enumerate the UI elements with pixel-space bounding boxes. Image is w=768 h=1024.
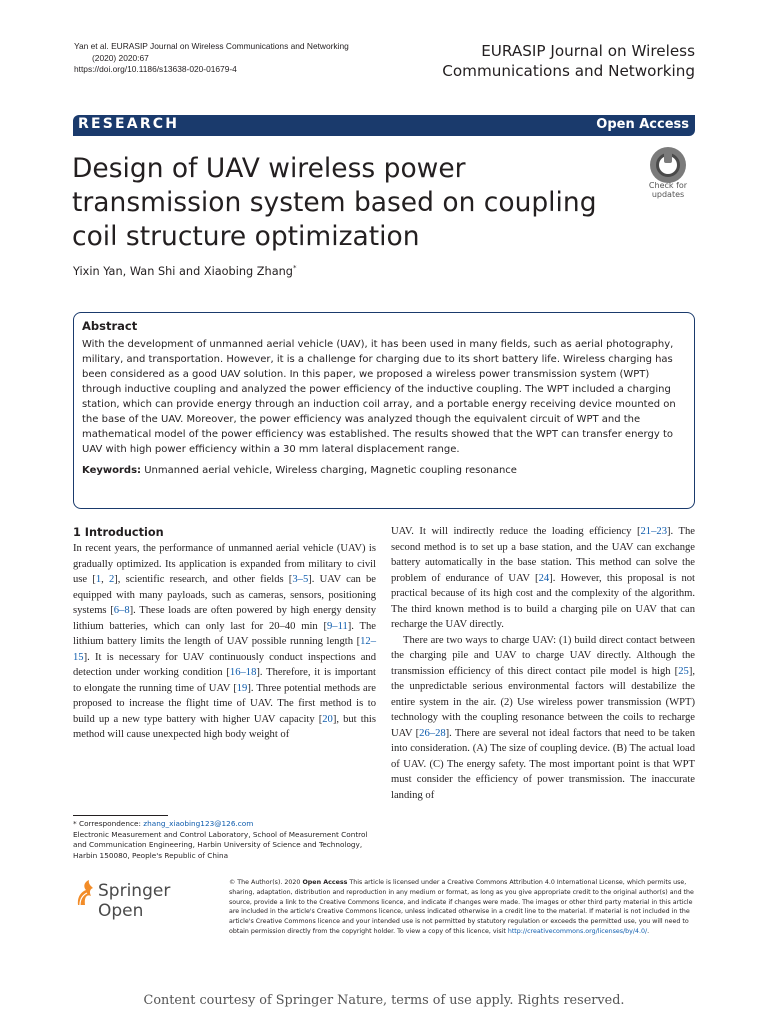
keywords-text: Unmanned aerial vehicle, Wireless charging, Magnetic coupling resonance: [144, 465, 517, 476]
body-right-column: [391, 524, 695, 803]
citation-ref-link[interactable]: 20: [322, 713, 333, 725]
citation-line: Yan et al. EURASIP Journal on Wireless Communications and Networking: [74, 41, 349, 51]
corresponding-mark: *: [292, 264, 297, 272]
springer-horse-icon: [74, 878, 96, 908]
citation-ref-link[interactable]: 1: [95, 574, 102, 585]
body-text: In recent years, the performance of unmanned aerial vehicle (UAV) is gradually optimized. Its application is expanded from military to civil use [: [73, 543, 376, 585]
body-text: There are two ways to charge UAV: (1) build direct contact between the charging pile and UAV to charge UAV directly. Although the transmission efficiency of this direct contact pile model is high [: [391, 634, 695, 677]
keywords-line: [82, 463, 686, 478]
citation-ref-link[interactable]: 9–11: [326, 620, 348, 632]
correspondence-email[interactable]: zhang_xiaobing123@126.com: [143, 819, 254, 828]
citation-ref-link[interactable]: 26–28: [419, 727, 446, 739]
license-open-access: Open Access: [302, 879, 348, 886]
affiliation-text: Electronic Measurement and Control Laboratory, School of Measurement Control and Communication Engineering, Harbin University of Science and Technology, Harbin 150080, People's Republic of China: [73, 829, 368, 860]
abstract-box: [73, 312, 695, 509]
license-link[interactable]: http://creativecommons.org/licenses/by/4.0/: [507, 927, 648, 935]
citation-ref-link[interactable]: 24: [538, 572, 550, 584]
body-text: ]. There are several not ideal factors that need to be taken into consideration. (A) The size of coupling device. (B) The actual load of UAV. (C) The energy safety. The most important point is that WPT must consider the efficiency of power transmission. The inaccurate landing of: [391, 727, 695, 801]
author-list: [73, 264, 296, 278]
citation-ref-link[interactable]: 25: [678, 665, 689, 677]
body-text: ], scientific research, and other fields [: [114, 574, 293, 585]
license-text: [229, 878, 699, 937]
body-text: ,: [101, 574, 109, 585]
courtesy-notice: Content courtesy of Springer Nature, terms of use apply. Rights reserved.: [143, 993, 625, 1008]
keywords-label: Keywords:: [82, 465, 142, 476]
journal-name: [442, 41, 695, 81]
journal-name-line1: EURASIP Journal on Wireless: [481, 42, 695, 60]
article-type-banner: [73, 115, 695, 136]
article-type-label: RESEARCH: [78, 116, 180, 132]
article-title: Design of UAV wireless power transmission system based on coupling coil structure optimization: [72, 153, 597, 252]
body-text: ]. It is necessary for UAV continuously conduct inspections and detection under working condition [: [73, 651, 376, 678]
citation-ref-link[interactable]: 21–23: [640, 526, 667, 537]
intro-paragraph-1: [73, 541, 376, 743]
body-text: UAV. It will indirectly reduce the loading efficiency [: [391, 526, 641, 537]
body-text: ]. These loads are often powered by high energy density lithium batteries, which can only last for 20–40 min [: [73, 605, 376, 632]
intro-paragraph-1-cont: [391, 524, 695, 633]
correspondence-label: * Correspondence:: [73, 819, 144, 828]
license-end: .: [647, 927, 650, 935]
footnote-rule: [73, 815, 168, 816]
check-for-updates-badge[interactable]: [645, 147, 691, 201]
citation-ref-link[interactable]: 16–18: [229, 667, 257, 678]
body-text: ]. Therefore, it is important to elongate the running time of UAV [: [73, 667, 376, 694]
open-access-label: Open Access: [596, 117, 689, 132]
abstract-text: With the development of unmanned aerial vehicle (UAV), it has been used in many fields, such as aerial photography, military, and transportation. However, it is a challenge for charging due to its short battery life. Wireless charging has been considered as a good UAV solution. In this paper, we proposed a wireless power transmission system (WPT) through inductive coupling and analyzed the power efficiency of the inductive coupling. The WPT included a charging station, which can provide energy through an induction coil array, and a portable energy receiving device mounted on the base of the UAV. Moreover, the power efficiency was analyzed though the equivalent circuit of WPT and the mathematical model of the power efficiency was established. The results showed that the WPT can transfer energy to UAV with high power efficiency within a 30 mm lateral displacement range.: [82, 339, 676, 455]
body-text: ]. However, this proposal is not practical because of its high cost and the complexity of the algorithm. The third known method is to build a charging pile on UAV that can recharge the UAV directly.: [391, 572, 695, 630]
body-left-column: [73, 524, 376, 743]
citation-ref-link[interactable]: 3–5: [292, 574, 309, 585]
springer-open-logo: [74, 876, 214, 921]
body-text: ]. Three potential methods are proposed to increase the flight time of UAV. The first method is to build up a new type battery with higher UAV capacity [: [73, 682, 376, 725]
abstract-heading: Abstract: [82, 319, 138, 333]
correspondence-footnote: [73, 819, 378, 861]
citation-year: (2020) 2020:67: [92, 52, 149, 63]
citation-ref-link[interactable]: 12–15: [73, 636, 376, 663]
citation-ref-link[interactable]: 19: [236, 682, 248, 694]
publisher-name-a: Springer: [98, 881, 171, 901]
doi-link[interactable]: https://doi.org/10.1186/s13638-020-01679-4: [74, 64, 237, 75]
body-text: ]. UAV can be equipped with many payloads, such as cameras, sensors, positioning systems [: [73, 574, 377, 616]
citation-ref-link[interactable]: 2: [108, 574, 115, 585]
body-text: ], the unpredictable serious environmental factors will destabilize the entire system in the air. (2) Use wireless power transmission (WPT) technology with the coupling resonance between the coils to recharge UAV [: [391, 665, 695, 739]
citation-ref-link[interactable]: 6–8: [113, 605, 130, 616]
body-text: ]. The second method is to set up a base station, and the UAV can exchange battery automatically in the base station. This method can solve the problem of endurance of UAV [: [391, 526, 695, 584]
running-header-citation: [74, 41, 394, 76]
intro-paragraph-2: [391, 633, 695, 804]
author-names: Yixin Yan, Wan Shi and Xiaobing Zhang: [73, 264, 293, 278]
body-text: ], but this method will cause unexpected high body weight of: [73, 713, 376, 740]
check-updates-line2: updates: [651, 189, 685, 199]
section-heading: 1 Introduction: [73, 526, 164, 539]
check-updates-line1: Check for: [648, 181, 688, 190]
license-lead: © The Author(s). 2020: [229, 879, 303, 886]
license-body: This article is licensed under a Creative Commons Attribution 4.0 International License, which permits use, sharing, adaptation, distribution and reproduction in any medium or format, as long as you give appropriate credit to the original author(s) and the source, provide a link to the Creative Commons licence, and indicate if changes were made. The images or other third party material in this article are included in the article's Creative Commons licence, unless indicated otherwise in a credit line to the material. If material is not included in the article's Creative Commons licence and your intended use is not permitted by statutory regulation or exceeds the permitted use, you will need to obtain permission directly from the copyright holder. To view a copy of this licence, visit: [229, 879, 694, 935]
journal-name-line2: Communications and Networking: [442, 62, 695, 80]
check-updates-icon: [650, 147, 686, 183]
body-text: ]. The lithium battery limits the length of UAV possible running length [: [73, 620, 376, 647]
publisher-name-b: Open: [98, 901, 144, 921]
